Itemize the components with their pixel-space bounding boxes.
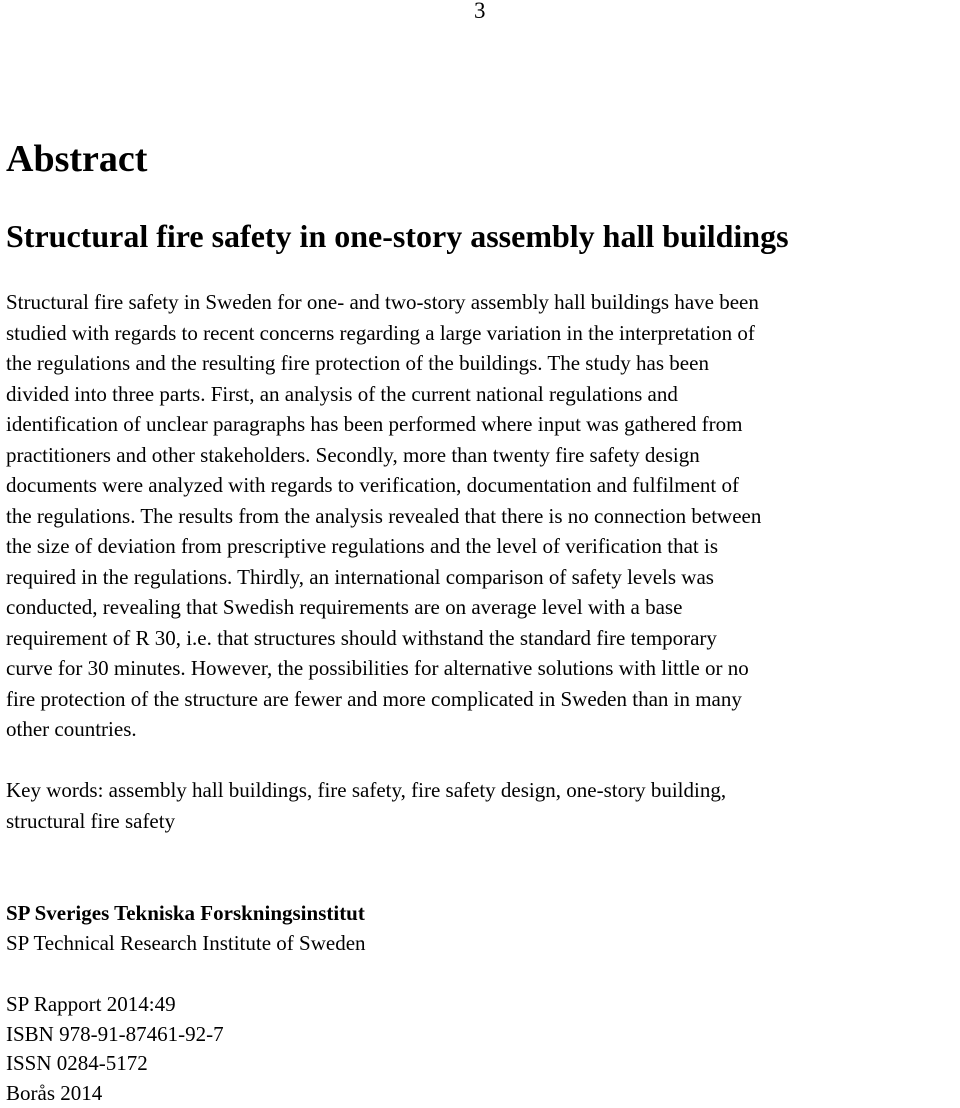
abstract-line: curve for 30 minutes. However, the possibilities for alternative solutions with little or no	[6, 656, 749, 680]
abstract-line: documents were analyzed with regards to verification, documentation and fulfilment of	[6, 473, 740, 497]
abstract-line: requirement of R 30, i.e. that structures should withstand the standard fire temporary	[6, 625, 717, 650]
keywords-line: structural fire safety	[6, 808, 176, 833]
abstract-line: practitioners and other stakeholders. Secondly, more than twenty fire safety design	[6, 442, 700, 467]
keywords	[6, 775, 726, 836]
report-info-block	[6, 990, 224, 1108]
abstract-line: divided into three parts. First, an analysis of the current national regulations and	[6, 381, 678, 406]
abstract-line: other countries.	[6, 717, 137, 741]
issn: ISSN 0284-5172	[6, 1051, 148, 1075]
abstract-line: the regulations and the resulting fire protection of the buildings. The study has been	[6, 351, 709, 375]
abstract-line: the size of deviation from prescriptive regulations and the level of verification that is	[6, 534, 719, 558]
organization-block	[6, 898, 366, 958]
abstract-line: conducted, revealing that Swedish requirements are on average level with a base	[6, 595, 683, 619]
report-title: Structural fire safety in one-story assembly hall buildings	[6, 218, 789, 254]
abstract-heading: Abstract	[6, 138, 148, 180]
abstract-line: the regulations. The results from the analysis revealed that there is no connection between	[6, 503, 762, 528]
report-number: SP Rapport 2014:49	[6, 992, 176, 1016]
organization-name-english: SP Technical Research Institute of Sweden	[6, 931, 366, 955]
organization-name-swedish: SP Sveriges Tekniska Forskningsinstitut	[6, 901, 365, 925]
abstract-line: required in the regulations. Thirdly, an international comparison of safety levels was	[6, 564, 714, 589]
abstract-line: studied with regards to recent concerns regarding a large variation in the interpretation of	[6, 320, 755, 345]
abstract-line: Structural fire safety in Sweden for one- and two-story assembly hall buildings have been	[6, 290, 759, 314]
abstract-paragraph	[6, 287, 960, 745]
isbn: ISBN 978-91-87461-92-7	[6, 1021, 224, 1046]
page-number: 3	[474, 0, 486, 23]
abstract-line: fire protection of the structure are fewer and more complicated in Sweden than in many	[6, 686, 742, 711]
keywords-line: Key words: assembly hall buildings, fire safety, fire safety design, one-story building,	[6, 778, 727, 802]
abstract-line: identification of unclear paragraphs has been performed where input was gathered from	[6, 412, 743, 436]
place-year: Borås 2014	[6, 1080, 103, 1105]
